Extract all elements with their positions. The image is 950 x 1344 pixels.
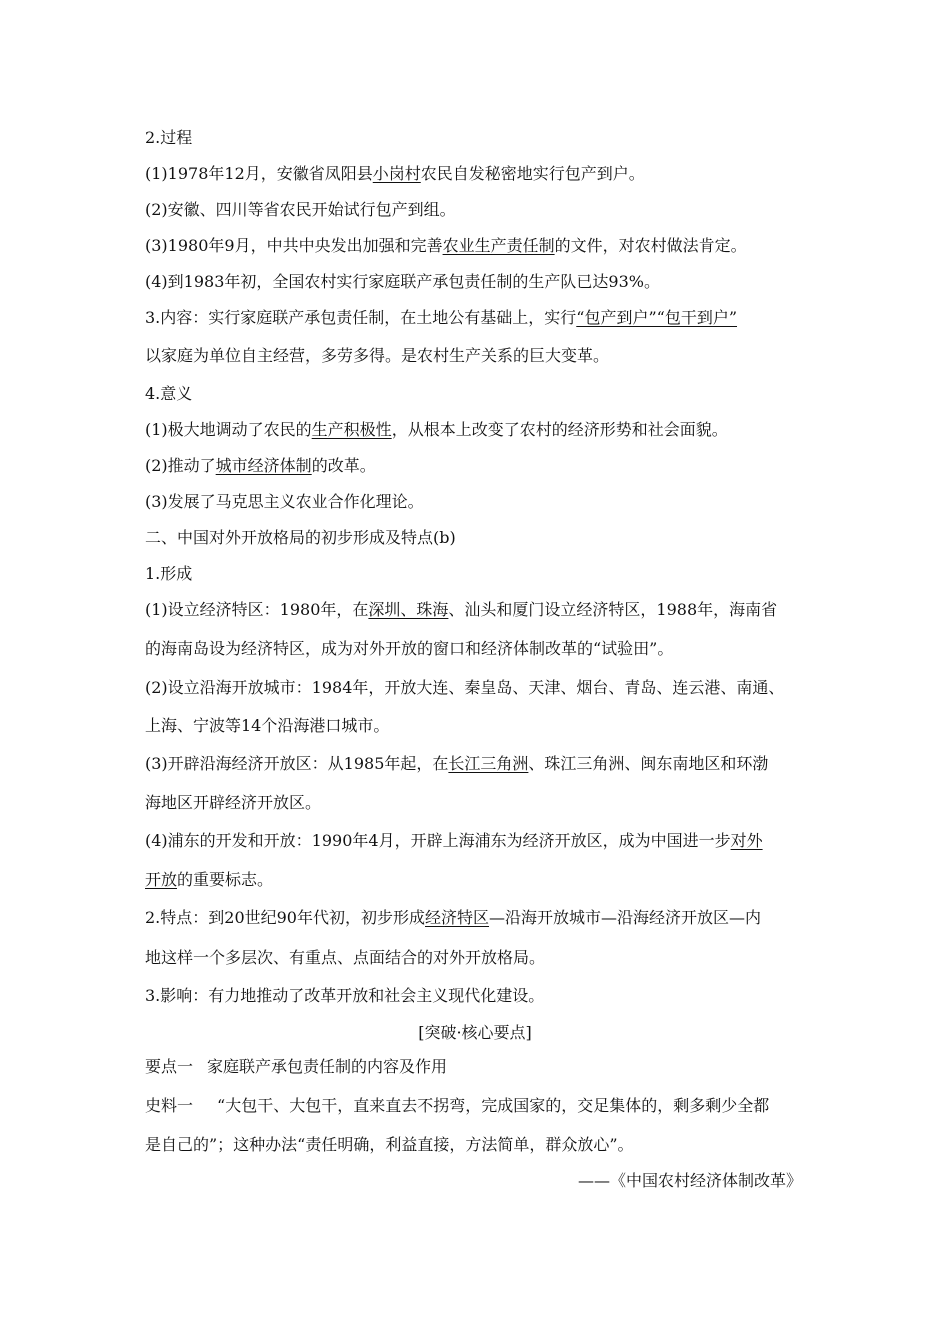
underlined-term: 农业生产责任制 — [442, 236, 555, 255]
text-line — [145, 753, 768, 775]
text-line — [145, 455, 376, 477]
section-heading-significance: 4.意义 — [145, 384, 193, 403]
text-line — [145, 235, 747, 257]
text-segment: 的重要标志。 — [177, 870, 274, 889]
underlined-term: 城市经济体制 — [215, 456, 312, 475]
section-heading-features — [145, 907, 761, 929]
text-line — [145, 830, 763, 852]
text-segment: (3)开辟沿海经济开放区：从1985年起，在 — [145, 754, 449, 773]
text-segment: 的改革。 — [311, 456, 376, 475]
underlined-term: 长江三角洲 — [448, 754, 529, 773]
text-segment: 、珠江三角洲、闽东南地区和环渤 — [528, 754, 769, 773]
text-segment: 的文件，对农村做法肯定。 — [554, 236, 747, 255]
source-material-line — [145, 1095, 769, 1117]
text-line: (3)发展了马克思主义农业合作化理论。 — [145, 492, 424, 511]
key-point-title — [145, 1056, 447, 1078]
underlined-term: 对外 — [730, 831, 763, 850]
text-line: (2)设立沿海开放城市：1984年，开放大连、秦皇岛、天津、烟台、青岛、连云港、南通、 — [145, 678, 785, 697]
text-segment: —沿海开放城市—沿海经济开放区—内 — [489, 908, 762, 927]
text-line: 海地区开辟经济开放区。 — [145, 793, 322, 812]
text-segment: (1)极大地调动了农民的 — [145, 420, 312, 439]
text-line: (4)到1983年初，全国农村实行家庭联产承包责任制的生产队已达93%。 — [145, 272, 660, 291]
text-segment: (4)浦东的开发和开放：1990年4月，开辟上海浦东为经济开放区，成为中国进一步 — [145, 831, 731, 850]
text-line: (2)安徽、四川等省农民开始试行包产到组。 — [145, 200, 456, 219]
section-heading-content — [145, 307, 737, 329]
text-line: 的海南岛设为经济特区，成为对外开放的窗口和经济体制改革的“试验田”。 — [145, 639, 674, 658]
section-heading-process: 2.过程 — [145, 128, 193, 147]
text-segment: (3)1980年9月，中共中央发出加强和完善 — [145, 236, 443, 255]
section-heading-formation: 1.形成 — [145, 564, 193, 583]
text-segment: 农民自发秘密地实行包产到户。 — [420, 164, 645, 183]
text-line: 上海、宁波等14个沿海港口城市。 — [145, 716, 390, 735]
text-segment: (1)1978年12月，安徽省凤阳县 — [145, 164, 373, 183]
underlined-term: 经济特区 — [425, 908, 490, 927]
text-segment: (2)推动了 — [145, 456, 216, 475]
text-segment: ，从根本上改变了农村的经济形势和社会面貌。 — [391, 420, 728, 439]
underlined-term: 深圳、珠海 — [368, 600, 449, 619]
text-line: 地这样一个多层次、有重点、点面结合的对外开放格局。 — [145, 948, 546, 967]
underlined-term: “包产到户”“包干到户” — [576, 308, 738, 327]
text-segment: 2.特点：到20世纪90年代初，初步形成 — [145, 908, 425, 927]
text-line: 以家庭为单位自主经营，多劳多得。是农村生产关系的巨大变革。 — [145, 346, 610, 365]
text-segment: 史料一 — [145, 1096, 194, 1115]
text-segment: 、汕头和厦门设立经济特区，1988年，海南省 — [448, 600, 778, 619]
section-title-opening: 二、中国对外开放格局的初步形成及特点(b) — [145, 528, 456, 547]
underlined-term: 生产积极性 — [311, 420, 392, 439]
breakthrough-heading: [突破·核心要点] — [418, 1023, 532, 1042]
text-segment: 要点一 — [145, 1057, 194, 1076]
text-segment: (1)设立经济特区：1980年，在 — [145, 600, 369, 619]
underlined-term: 小岗村 — [372, 164, 421, 183]
text-line — [145, 163, 645, 185]
text-line — [145, 869, 273, 891]
text-line: 是自己的”；这种办法“责任明确，利益直接，方法简单，群众放心”。 — [145, 1135, 634, 1154]
text-segment: 家庭联产承包责任制的内容及作用 — [207, 1057, 448, 1076]
source-citation: ——《中国农村经济体制改革》 — [577, 1171, 802, 1190]
text-line — [145, 599, 777, 621]
underlined-term: 开放 — [145, 870, 178, 889]
section-heading-impact: 3.影响：有力地推动了改革开放和社会主义现代化建设。 — [145, 986, 545, 1005]
text-line — [145, 419, 728, 441]
text-segment: 3.内容：实行家庭联产承包责任制，在土地公有基础上，实行 — [145, 308, 577, 327]
text-segment: “大包干、大包干，直来直去不拐弯，完成国家的，交足集体的，剩多剩少全都 — [217, 1096, 770, 1115]
